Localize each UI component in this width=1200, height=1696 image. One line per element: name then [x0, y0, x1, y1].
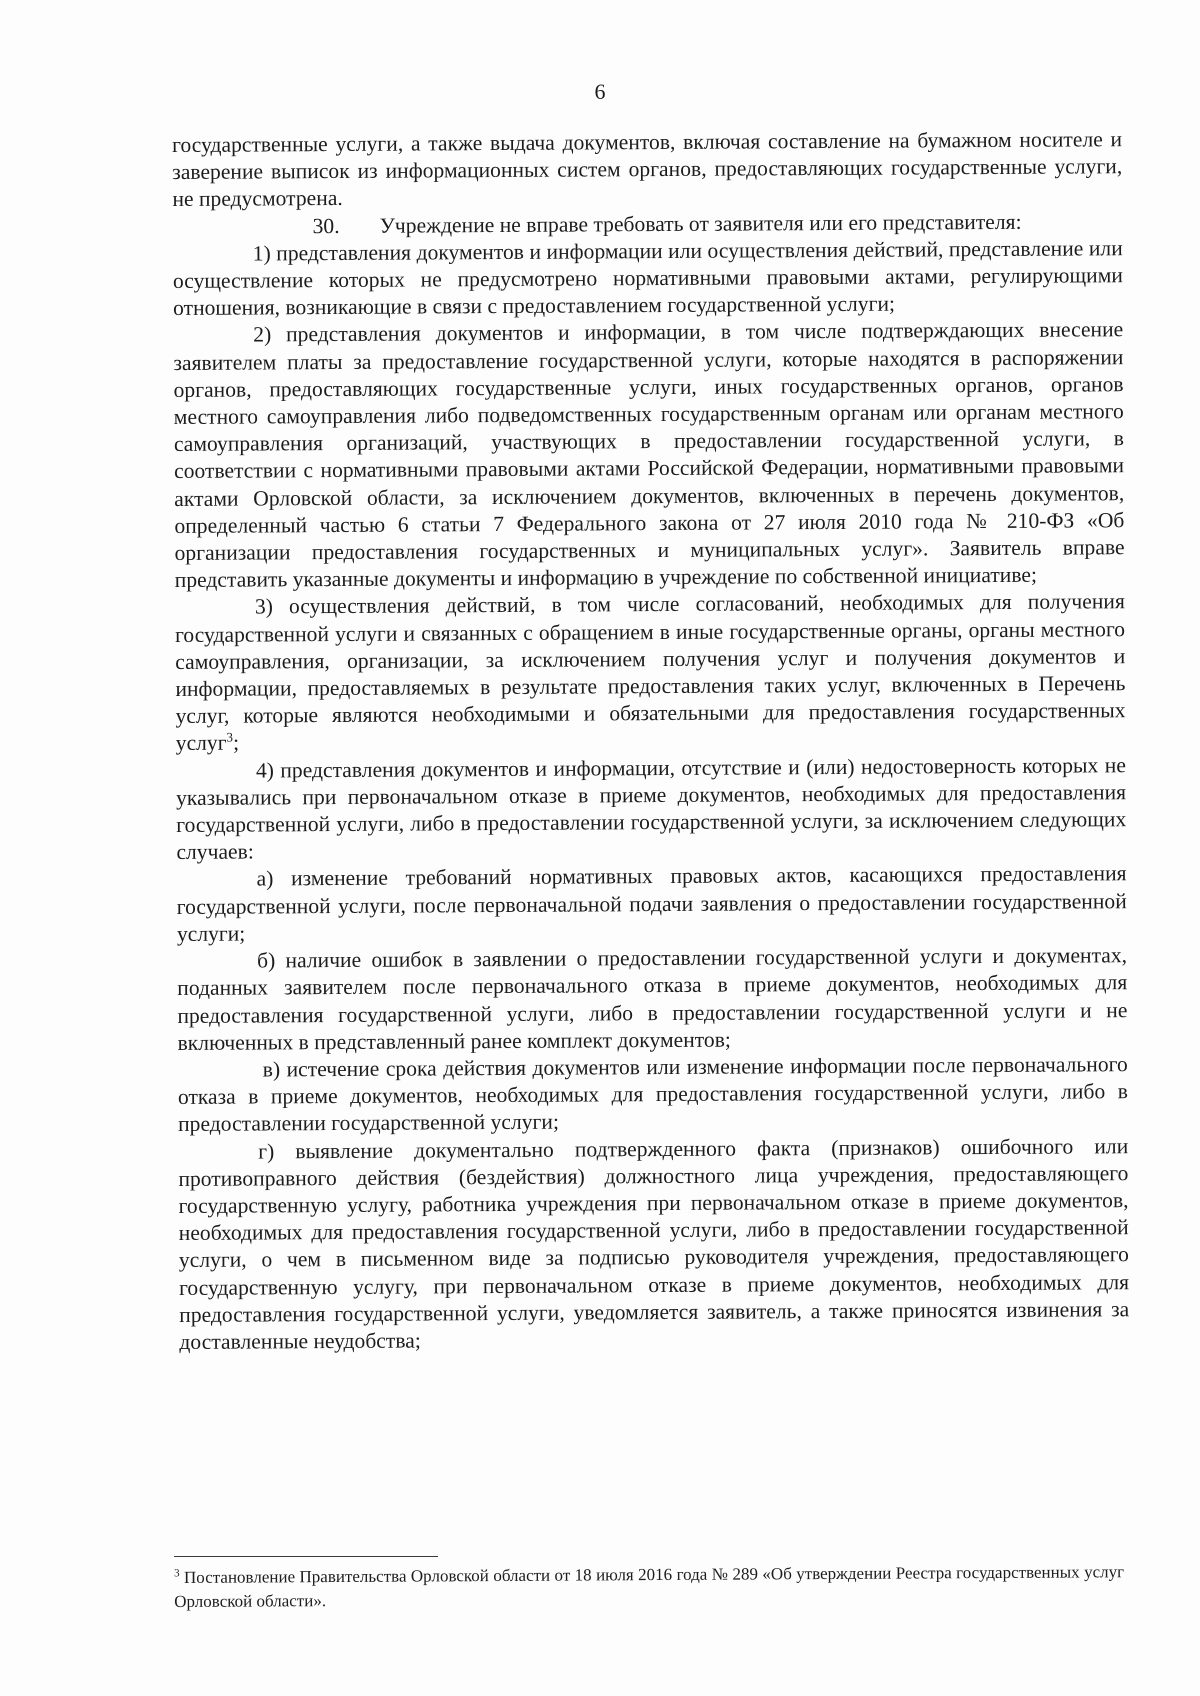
- list-item-3-end: ;: [232, 731, 240, 756]
- footnote-divider: [174, 1556, 438, 1557]
- list-item-3-text: 3) осуществления действий, в том числе согласований, необходимых для получения государственной услуги и связанных с обращением в иные государственные органы, органы местного самоуправления, организации, за исключением получения услуг и получения документов и информации, предоставляемых в результате предоставления таких услуг, включенных в Перечень услуг, которые являются необходимыми и обязательными для предоставления государственных услуг: [174, 589, 1126, 756]
- page-number: 6: [594, 79, 606, 104]
- sub-item-g: г) выявление документально подтвержденного факта (признаков) ошибочного или противоправного действия (бездействия) должностного лица учреждения, предоставляющего государственную услугу, работника учреждения при первоначальном отказе в приеме документов, необходимых для предоставления государственной услуги, либо в предоставлении государственной услуги, о чем в письменном виде за подписью руководителя учреждения, предоставляющего государственную услугу, при первоначальном отказе в приеме документов, необходимых для предоставления государственной услуги, уведомляется заявитель, а также приносятся извинения за доставленные неудобства;: [178, 1133, 1130, 1354]
- footnote-text: Постановление Правительства Орловской области от 18 июля 2016 года № 289 «Об утверждении Реестра государственных услуг Орловской области».: [174, 1562, 1125, 1611]
- paragraph-number: 30.: [312, 213, 340, 238]
- footnote-mark: 3: [174, 1567, 180, 1580]
- sub-item-a: а) изменение требований нормативных правовых актов, касающихся предоставления государственной услуги, после первоначальной подачи заявления о предоставлении государственной услуги;: [176, 861, 1127, 946]
- document-body: [172, 126, 1129, 1356]
- list-item-3: [175, 589, 1126, 758]
- footnote-reference: 3: [226, 729, 234, 745]
- paragraph-30-text: Учреждение не вправе требовать от заявителя или его представителя:: [379, 209, 1022, 238]
- list-item-2: 2) представления документов и информации, в том числе подтверждающих внесение заявителем платы за предоставление государственной услуги, которые находятся в распоряжении органов, предоставляющих государственные услуги, иных государственных органов, органов местного самоуправления либо подведомственных государственным органам или органам местного самоуправления организаций, участвующих в предоставлении государственной услуги, в соответствии с нормативными правовыми актами Российской Федерации, нормативными правовыми актами Орловской области, за исключением документов, включенных в перечень документов, определенный частью 6 статьи 7 Федерального закона от 27 июля 2010 года № 210-ФЗ «Об организации предоставления государственных и муниципальных услуг». Заявитель вправе представить указанные документы и информацию в учреждение по собственной инициативе;: [173, 317, 1125, 593]
- footnote: [174, 1560, 1124, 1614]
- list-item-4: 4) представления документов и информации, отсутствие и (или) недостоверность которых не указывались при первоначальном отказе в приеме документов, необходимых для предоставления государственной услуги, либо в предоставлении государственной услуги, за исключением следующих случаев:: [175, 752, 1127, 865]
- sub-item-v: в) истечение срока действия документов или изменение информации после первоначального отказа в приеме документов, необходимых для предоставления государственной услуги, либо в предоставлении государственной услуги;: [177, 1052, 1128, 1137]
- paragraph-continuation: государственные услуги, а также выдача документов, включая составление на бумажном носителе и заверение выписок из информационных систем органов, предоставляющих государственные услуги, не предусмотрена.: [172, 127, 1123, 212]
- sub-item-b: б) наличие ошибок в заявлении о предоставлении государственной услуги и документах, поданных заявителем после первоначального отказа в приеме документов, необходимых для предоставления государственной услуги, либо в предоставлении государственной услуги и не включенных в представленный ранее комплект документов;: [177, 943, 1128, 1055]
- list-item-1: 1) представления документов и информации или осуществления действий, представление или осуществление которых не предусмотрено нормативными правовыми актами, регулирующими отношения, возникающие в связи с предоставлением государственной услуги;: [172, 236, 1123, 321]
